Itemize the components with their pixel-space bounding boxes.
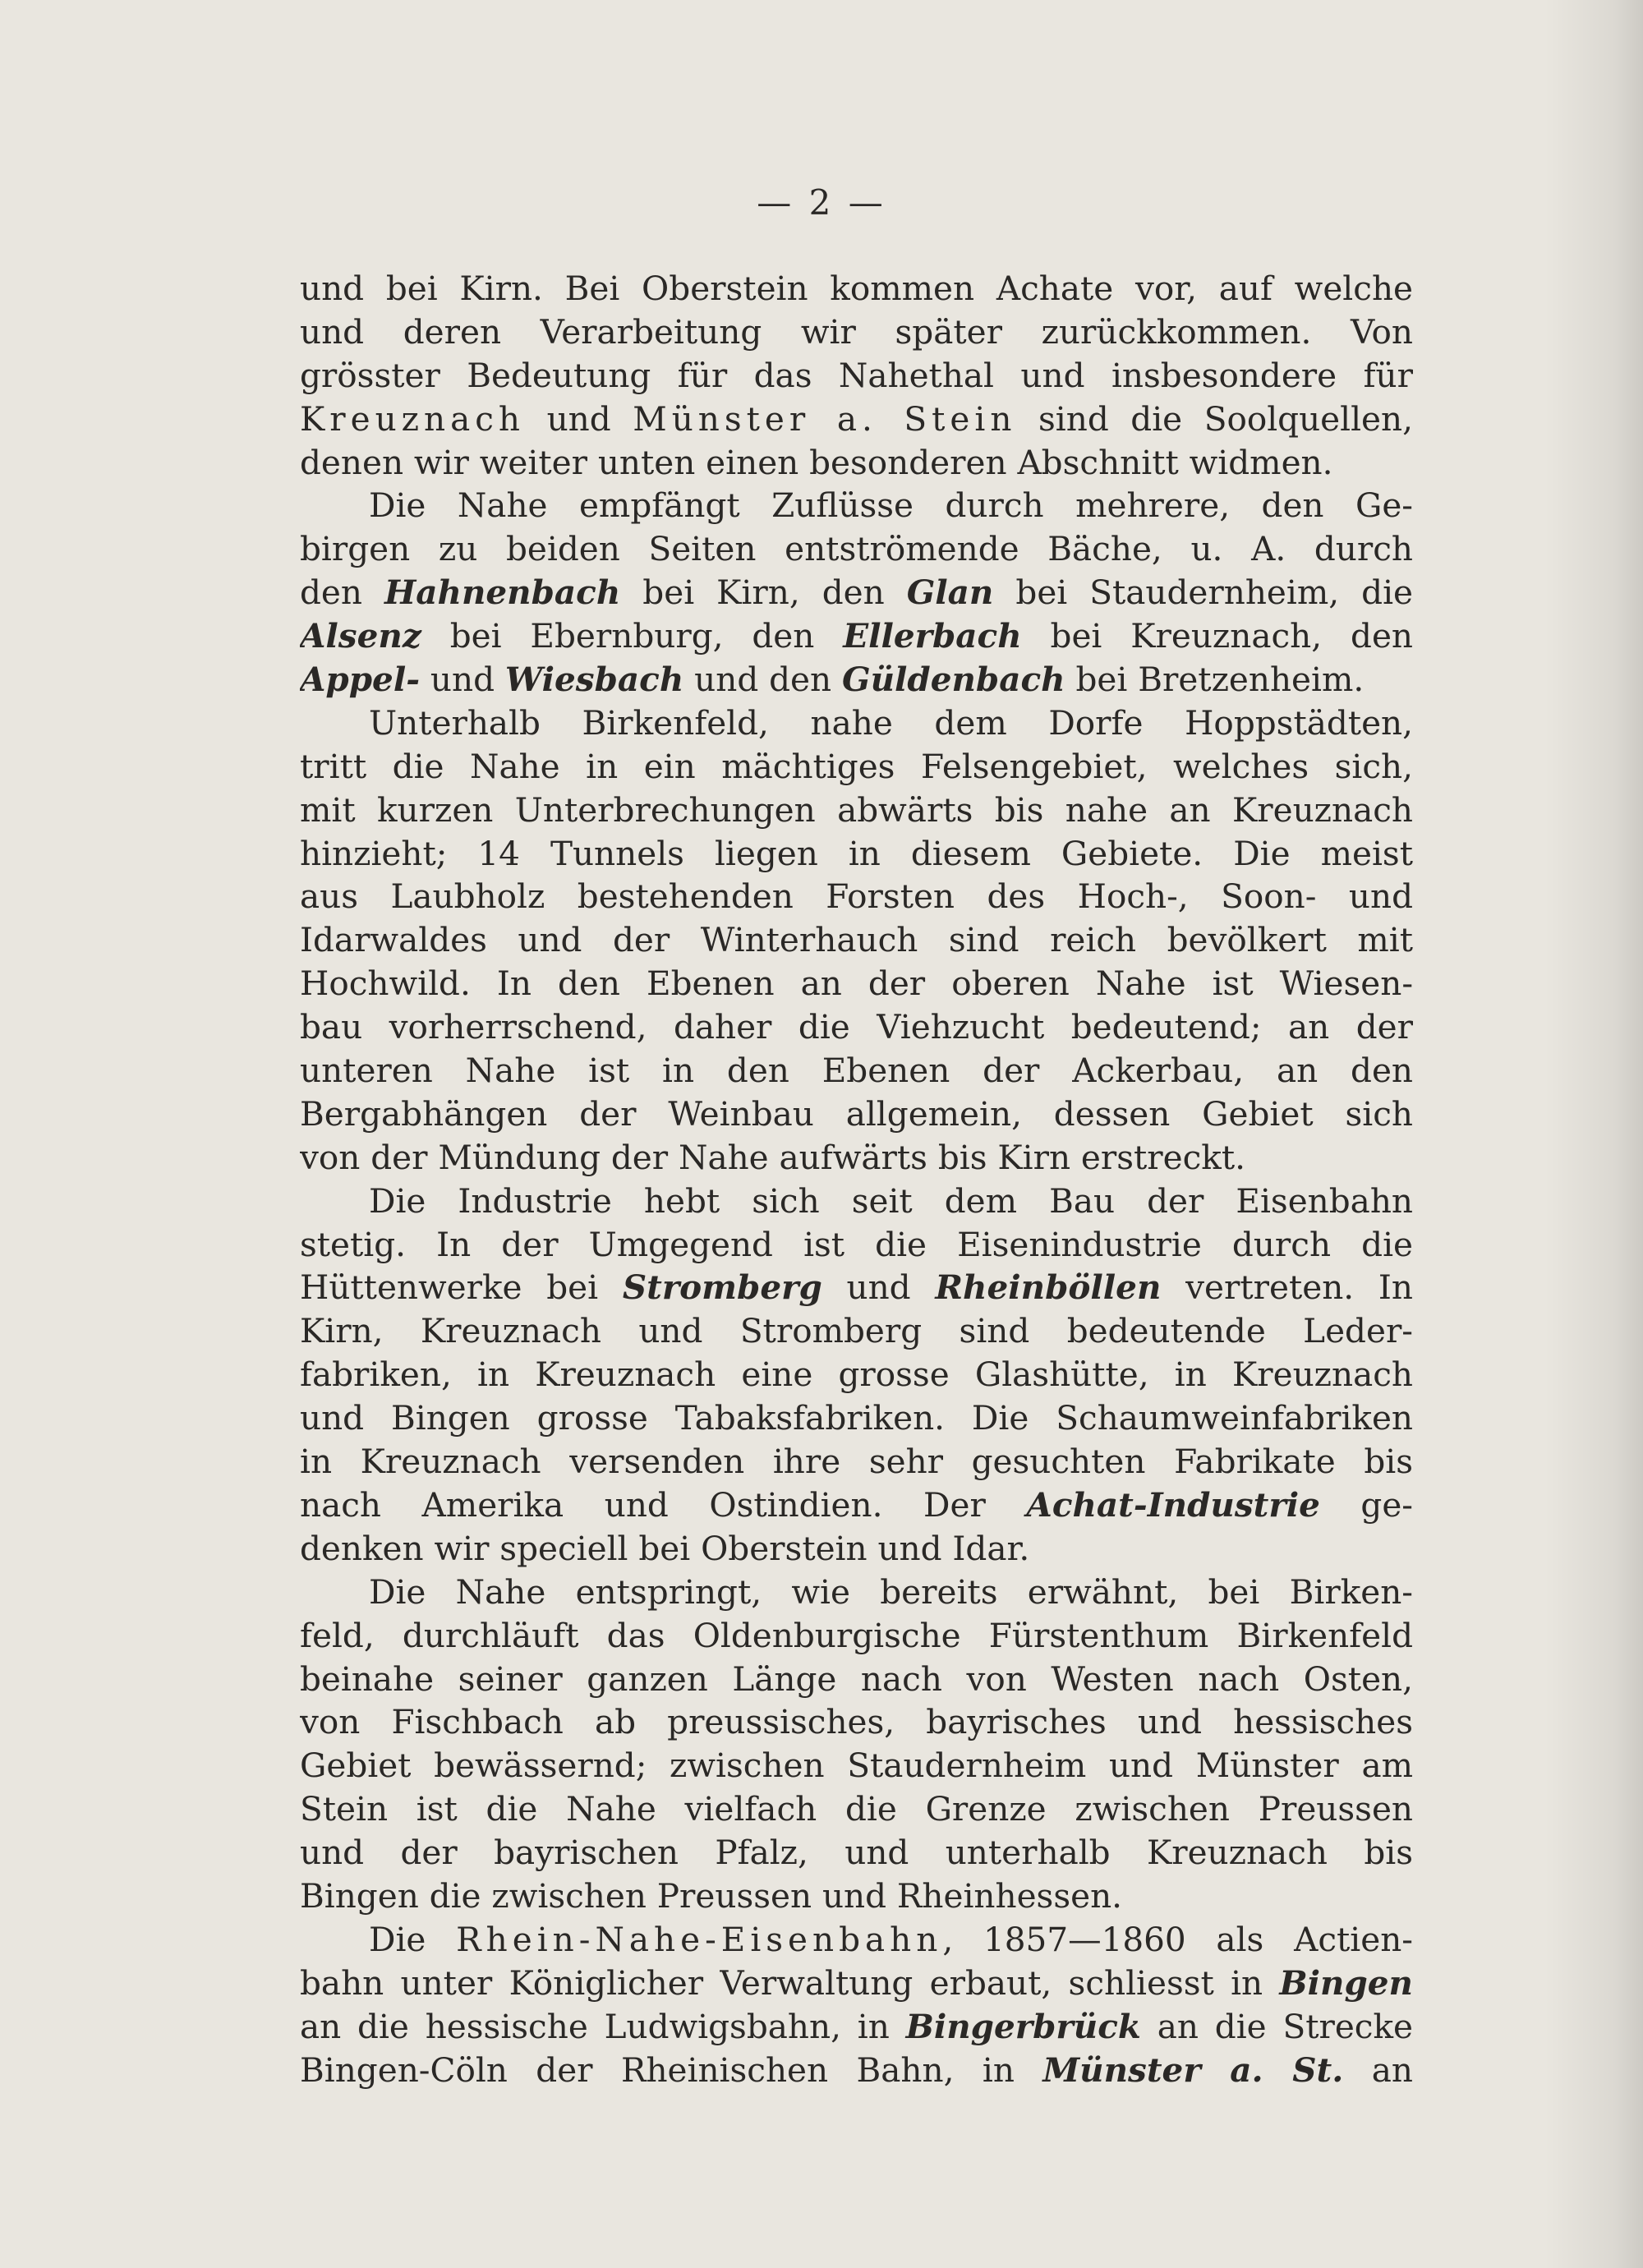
text-line (300, 658, 1413, 702)
text-run: bei Ebernburg, den (421, 616, 844, 656)
italic-term: Güldenbach (841, 660, 1065, 700)
text-line (300, 1962, 1413, 2005)
text-line (300, 614, 1413, 658)
text-line: beinahe seiner ganzen Länge nach von Westen nach Osten, (300, 1658, 1413, 1699)
text-line: stetig. In der Umgegend ist die Eisenindustrie durch die (300, 1224, 1413, 1264)
text-run: an (1343, 2049, 1413, 2090)
italic-term: Hahnenbach (384, 573, 621, 613)
text-line: von der Mündung der Nahe aufwärts bis Kirn erstreckt. (300, 1137, 1245, 1177)
text-run: nach Amerika und Ostindien. Der (300, 1484, 1027, 1525)
text-run: bei Kreuznach, den (1021, 616, 1413, 656)
text-line: Idarwaldes und der Winterhauch sind reich bevölkert mit (300, 920, 1413, 960)
italic-term: Bingerbrück (905, 2006, 1141, 2046)
text-line (300, 1266, 1413, 1309)
text-line: Bergabhängen der Weinbau allgemein, dessen Gebiet sich (300, 1093, 1413, 1134)
spaced-word: Münster a. Stein (633, 398, 1017, 439)
text-line: Die Industrie hebt sich seit dem Bau der Eisenbahn (369, 1180, 1413, 1221)
text-run: , 1857—1860 als Actien- (942, 1919, 1413, 1959)
italic-term: Alsenz (300, 616, 421, 656)
text-line: Die Nahe entspringt, wie bereits erwähnt, bei Birken- (369, 1571, 1413, 1612)
text-line (300, 1484, 1413, 1527)
text-run: vertreten. In (1161, 1267, 1413, 1308)
text-line (300, 2005, 1413, 2049)
text-line: feld, durchläuft das Oldenburgische Fürstenthum Birkenfeld (300, 1615, 1413, 1655)
spaced-word: Rhein-Nahe-Eisenbahn (456, 1919, 943, 1959)
italic-term: Rheinböllen (935, 1267, 1162, 1308)
page-number: — 2 — (757, 182, 886, 223)
text-line: aus Laubholz bestehenden Forsten des Hoch-, Soon- und (300, 876, 1413, 917)
italic-term: Stromberg (622, 1267, 822, 1308)
text-line: Hochwild. In den Ebenen an der oberen Nahe ist Wiesen- (300, 964, 1413, 1004)
italic-term: Bingen (1279, 1962, 1413, 2003)
text-line: hinzieht; 14 Tunnels liegen in diesem Gebiete. Die meist (300, 833, 1413, 873)
text-run: bei Bretzenheim. (1065, 660, 1365, 700)
text-line: und der bayrischen Pfalz, und unterhalb Kreuznach bis (300, 1833, 1413, 1873)
text-line: Bingen die zwischen Preussen und Rheinhessen. (300, 1875, 1123, 1916)
text-line: und deren Verarbeitung wir später zurückkommen. Von (300, 311, 1413, 352)
italic-term: Appel- (300, 660, 421, 700)
spaced-word: Kreuznach (300, 398, 526, 439)
text-run: an die hessische Ludwigsbahn, in (300, 2006, 906, 2046)
text-line: Die Nahe empfängt Zuflüsse durch mehrere, den Ge- (369, 485, 1413, 526)
text-run: Die (369, 1919, 457, 1959)
text-line: denen wir weiter unten einen besonderen Abschnitt widmen. (300, 442, 1333, 482)
text-line: und Bingen grosse Tabaksfabriken. Die Schaumweinfabriken (300, 1398, 1413, 1438)
text-run: sind die Soolquellen, (1016, 398, 1413, 439)
text-line: bau vorherrschend, daher die Viehzucht bedeutend; an der (300, 1007, 1413, 1047)
text-line: denken wir speciell bei Oberstein und Idar. (300, 1528, 1030, 1568)
italic-term: Wiesbach (504, 660, 684, 700)
text-line: fabriken, in Kreuznach eine grosse Glashütte, in Kreuznach (300, 1355, 1413, 1395)
text-line (300, 2049, 1413, 2092)
italic-term: Glan (906, 573, 994, 613)
text-line: Gebiet bewässernd; zwischen Staudernheim und Münster am (300, 1746, 1413, 1786)
text-line: mit kurzen Unterbrechungen abwärts bis nahe an Kreuznach (300, 789, 1413, 830)
text-line: grösster Bedeutung für das Nahethal und insbesondere für (300, 355, 1413, 395)
text-line: tritt die Nahe in ein mächtiges Felsengebiet, welches sich, (300, 746, 1413, 786)
text-line: in Kreuznach versenden ihre sehr gesuchten Fabrikate bis (300, 1442, 1413, 1482)
italic-term: Münster a. St. (1042, 2049, 1344, 2090)
text-run: bahn unter Königlicher Verwaltung erbaut, schliesst in (300, 1962, 1280, 2003)
text-run: und den (683, 660, 842, 700)
text-line (300, 398, 1413, 441)
text-line: Kirn, Kreuznach und Stromberg sind bedeutende Leder- (300, 1311, 1413, 1351)
text-run: und (822, 1267, 936, 1308)
text-run: Hüttenwerke bei (300, 1267, 623, 1308)
text-run: und (420, 660, 505, 700)
text-run: ge- (1319, 1484, 1413, 1525)
text-line: Unterhalb Birkenfeld, nahe dem Dorfe Hoppstädten, (369, 702, 1413, 743)
text-line (300, 1918, 1413, 1962)
text-line: birgen zu beiden Seiten entströmende Bäche, u. A. durch (300, 529, 1413, 569)
text-run: Bingen-Cöln der Rheinischen Bahn, in (300, 2049, 1043, 2090)
page-edge-shadow (1544, 0, 1643, 2268)
text-line: und bei Kirn. Bei Oberstein kommen Achate vor, auf welche (300, 269, 1413, 308)
text-run: und (525, 398, 633, 439)
italic-term: Achat-Industrie (1026, 1484, 1320, 1525)
italic-term: Ellerbach (843, 616, 1022, 656)
text-run: den (300, 573, 384, 613)
text-line: Stein ist die Nahe vielfach die Grenze zwischen Preussen (300, 1789, 1413, 1829)
text-line (300, 571, 1413, 614)
text-line: unteren Nahe ist in den Ebenen der Ackerbau, an den (300, 1051, 1413, 1091)
text-line: von Fischbach ab preussisches, bayrisches und hessisches (300, 1702, 1413, 1742)
text-run: bei Staudernheim, die (993, 573, 1413, 613)
text-run: bei Kirn, den (620, 573, 907, 613)
body-text (300, 267, 1413, 2091)
text-run: an die Strecke (1140, 2006, 1413, 2046)
